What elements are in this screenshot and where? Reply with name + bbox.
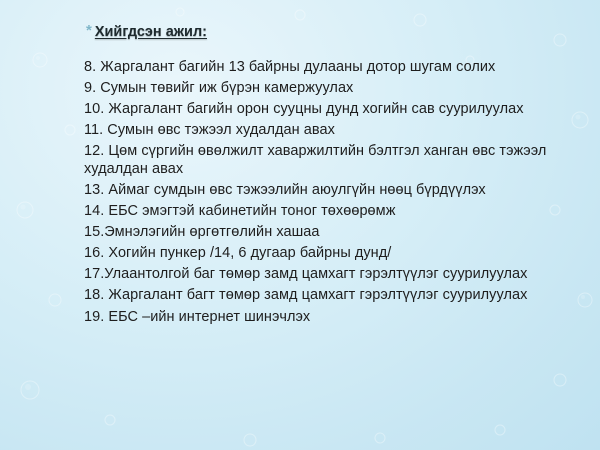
- slide-title: Хийгдсэн ажил:: [94, 24, 207, 40]
- list-item: 9. Сумын төвийг иж бүрэн камержуулах: [84, 80, 354, 97]
- list-item: 16. Хогийн пункер /14, 6 дугаар байрны дунд/: [84, 245, 392, 262]
- list-item: 12. Цөм сүргийн өвөлжилт хаваржилтийн бэлтгэл ханган өвс тэжээл худалдан авах: [84, 143, 547, 177]
- list-item: 10. Жаргалант багийн орон сууцны дунд хогийн сав суурилуулах: [84, 101, 524, 118]
- list-item: 15.Эмнэлэгийн өргөтгөлийн хашаа: [84, 224, 320, 241]
- list-item: 8. Жаргалант багийн 13 байрны дулааны дотор шугам солих: [84, 59, 496, 75]
- list-item: 17.Улаантолгой баг төмөр замд цамхагт гэрэлтүүлэг суурилуулах: [84, 266, 528, 283]
- list-item: 11. Сумын өвс тэжээл худалдан авах: [84, 122, 335, 139]
- title-row: [86, 24, 207, 40]
- list-item: 13. Аймаг сумдын өвс тэжээлийн аюулгүйн нөөц бүрдүүлэх: [84, 181, 486, 198]
- completed-work-list: [84, 59, 564, 330]
- asterisk-bullet-icon: *: [86, 22, 92, 39]
- list-item: 19. ЕБС –ийн интернет шинэчлэх: [84, 308, 311, 325]
- list-item: 18. Жаргалант багт төмөр замд цамхагт гэрэлтүүлэг суурилуулах: [84, 287, 528, 304]
- list-item: 14. ЕБС эмэгтэй кабинетийн тоног төхөөрөмж: [84, 203, 396, 220]
